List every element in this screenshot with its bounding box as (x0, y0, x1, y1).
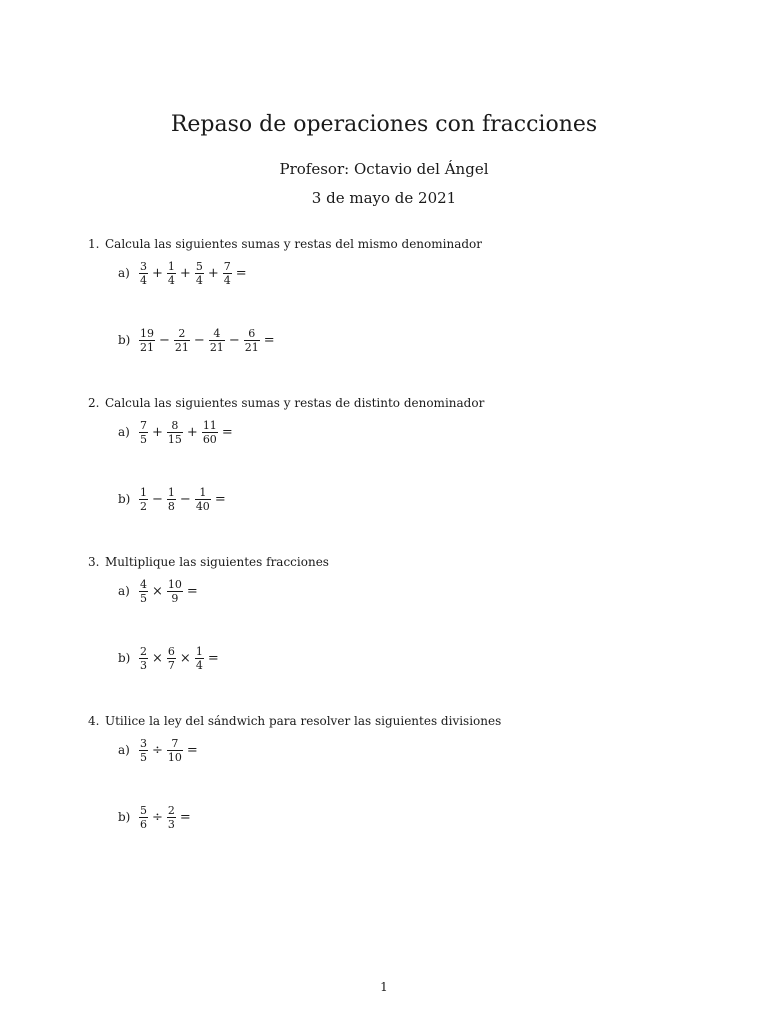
fraction (139, 260, 148, 287)
fraction-numerator: 4 (213, 326, 221, 340)
fraction-numerator: 6 (167, 644, 175, 658)
fraction-denominator: 9 (171, 591, 179, 605)
fraction-denominator: 4 (195, 658, 203, 672)
exercise-heading-text: Utilice la ley del sándwich para resolver las siguientes divisiones (105, 714, 502, 728)
fraction (139, 578, 148, 605)
exercise-number: 3. (88, 555, 100, 569)
item-label: b) (118, 492, 131, 506)
fraction-denominator: 21 (209, 340, 224, 354)
exercise-heading-text: Calcula las siguientes sumas y restas del mismo denominador (105, 237, 483, 251)
operator: = (186, 583, 198, 599)
operator: × (179, 650, 191, 666)
fraction (139, 737, 148, 764)
fraction-denominator: 7 (167, 658, 175, 672)
math-expression (137, 643, 221, 673)
fraction (167, 804, 176, 831)
fraction-denominator: 3 (140, 658, 147, 672)
fraction-denominator: 8 (167, 499, 175, 513)
math-expression (137, 258, 249, 288)
math-expression (137, 325, 277, 355)
fraction (167, 645, 176, 672)
item-label: a) (118, 266, 130, 280)
fraction-denominator: 21 (244, 340, 259, 354)
exercise-heading (88, 236, 482, 252)
fraction-numerator: 6 (248, 326, 256, 340)
fraction (223, 260, 232, 287)
operator: = (221, 424, 233, 440)
item-label: a) (118, 425, 130, 439)
fraction-denominator: 60 (202, 432, 217, 446)
fraction (174, 327, 190, 354)
fraction (209, 327, 225, 354)
operator: − (193, 332, 205, 348)
fraction-numerator: 19 (140, 326, 154, 340)
operator: ÷ (152, 809, 163, 825)
fraction-numerator: 7 (140, 418, 147, 432)
fraction (195, 260, 204, 287)
fraction-numerator: 5 (140, 803, 147, 817)
fraction-denominator: 15 (167, 432, 182, 446)
fraction-denominator: 4 (167, 273, 175, 287)
item-label: b) (118, 810, 131, 824)
fraction-denominator: 21 (174, 340, 189, 354)
exercise-number: 2. (88, 396, 100, 410)
document-author: Profesor: Octavio del Ángel (279, 160, 489, 178)
operator: + (207, 265, 219, 281)
exercise-heading (88, 395, 484, 411)
operator: = (214, 491, 226, 507)
fraction-denominator: 40 (195, 499, 210, 513)
fraction-numerator: 3 (140, 736, 147, 750)
operator: = (207, 650, 219, 666)
operator: − (152, 491, 163, 507)
operator: × (152, 650, 163, 666)
operator: × (152, 583, 163, 599)
fraction-denominator: 3 (167, 817, 175, 831)
exercise-number: 4. (88, 714, 100, 728)
page-number: 1 (380, 980, 388, 994)
operator: = (186, 742, 198, 758)
fraction-denominator: 5 (140, 591, 147, 605)
fraction (244, 327, 260, 354)
math-expression (137, 417, 235, 447)
operator: + (186, 424, 198, 440)
item-label: b) (118, 651, 131, 665)
fraction-numerator: 10 (167, 577, 182, 591)
operator: = (263, 332, 275, 348)
fraction-numerator: 2 (167, 803, 175, 817)
fraction (139, 486, 148, 513)
item-label: b) (118, 333, 131, 347)
math-expression (137, 735, 200, 765)
fraction-numerator: 1 (195, 644, 203, 658)
fraction-denominator: 4 (223, 273, 231, 287)
fraction-denominator: 5 (140, 432, 147, 446)
fraction (139, 327, 155, 354)
item-label: a) (118, 584, 130, 598)
fraction (167, 578, 183, 605)
fraction-denominator: 21 (140, 340, 154, 354)
fraction (167, 419, 183, 446)
operator: − (159, 332, 170, 348)
fraction (139, 419, 148, 446)
fraction-numerator: 3 (140, 259, 147, 273)
fraction (139, 804, 148, 831)
fraction-denominator: 10 (167, 750, 182, 764)
math-expression (137, 484, 228, 514)
operator: + (152, 265, 163, 281)
fraction-numerator: 1 (167, 259, 175, 273)
exercise-number: 1. (88, 237, 100, 251)
fraction-numerator: 1 (199, 485, 207, 499)
fraction-numerator: 2 (140, 644, 147, 658)
fraction (139, 645, 148, 672)
operator: + (152, 424, 163, 440)
document-date: 3 de mayo de 2021 (311, 189, 457, 207)
fraction-denominator: 4 (140, 273, 147, 287)
fraction-denominator: 2 (140, 499, 147, 513)
operator: + (179, 265, 191, 281)
fraction (195, 645, 204, 672)
operator: − (228, 332, 240, 348)
fraction-numerator: 2 (178, 326, 186, 340)
math-expression (137, 576, 200, 606)
fraction-numerator: 1 (140, 485, 147, 499)
exercise-heading (88, 554, 329, 570)
math-expression (137, 802, 193, 832)
fraction-numerator: 7 (223, 259, 231, 273)
fraction (167, 486, 176, 513)
exercise-heading-text: Calcula las siguientes sumas y restas de distinto denominador (105, 396, 485, 410)
fraction (167, 737, 183, 764)
operator: = (179, 809, 191, 825)
fraction-numerator: 1 (167, 485, 175, 499)
fraction (167, 260, 176, 287)
document-title: Repaso de operaciones con fracciones (170, 112, 598, 137)
fraction (202, 419, 218, 446)
operator: − (179, 491, 191, 507)
operator: ÷ (152, 742, 163, 758)
exercise-heading-text: Multiplique las siguientes fracciones (105, 555, 329, 569)
fraction-denominator: 5 (140, 750, 147, 764)
fraction-denominator: 6 (140, 817, 147, 831)
fraction-numerator: 4 (140, 577, 147, 591)
fraction-numerator: 7 (171, 736, 179, 750)
fraction (195, 486, 211, 513)
fraction-numerator: 5 (195, 259, 203, 273)
fraction-numerator: 11 (202, 418, 217, 432)
operator: = (235, 265, 247, 281)
exercise-heading (88, 713, 501, 729)
fraction-denominator: 4 (195, 273, 203, 287)
item-label: a) (118, 743, 130, 757)
fraction-numerator: 8 (171, 418, 179, 432)
